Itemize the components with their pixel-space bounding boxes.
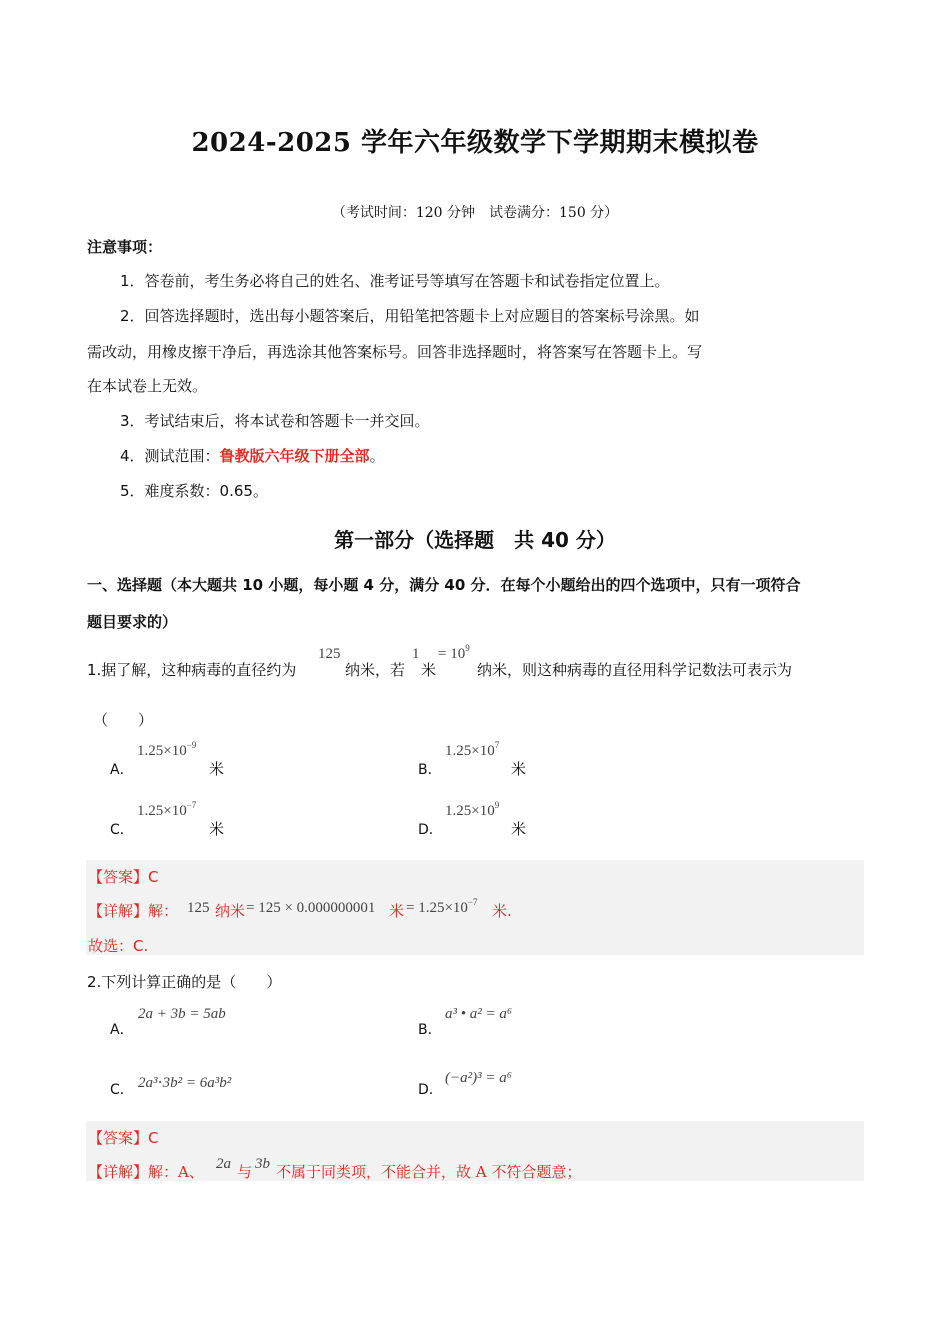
q2-detail-label: 【详解】 (88, 1163, 149, 1181)
q2-detail (88, 1161, 204, 1182)
q1-detail-label: 【详解】 (88, 902, 149, 920)
q1-option-b-label: B． (418, 762, 442, 778)
notice-item-4-prefix: 4．测试范围： (120, 447, 220, 465)
q1-stem-text-2: 纳米，若 (345, 661, 406, 679)
q2-option-b-label: B． (418, 1022, 442, 1038)
part-one-instructions-cont: 题目要求的） (87, 613, 178, 631)
q1-option-d-unit: 米 (511, 820, 527, 838)
q1-stem-text-4: 纳米，则这种病毒的直径用科学记数法可表示为 (477, 661, 793, 679)
q2-option-d-label: D． (418, 1082, 443, 1098)
q1-stem-text-3: 米 (421, 661, 437, 679)
q1-stem-text-1: 1.据了解，这种病毒的直径约为 (87, 661, 297, 679)
notice-heading: 注意事项： (87, 238, 163, 256)
q1-option-a-unit: 米 (209, 760, 225, 778)
notice-item-3: 3．考试结束后，将本试卷和答题卡一并交回。 (120, 412, 430, 430)
q1-option-b-expr: $1.25\times 10^7$ (445, 740, 500, 759)
notice-item-2: 2．回答选择题时，选出每小题答案后，用铅笔把答题卡上对应题目的答案标号涂黑。如 (120, 307, 700, 325)
q2-detail-math-1: 2a (216, 1156, 231, 1172)
q1-option-a-expr: $1.25\times 10^{-9}$ (137, 740, 197, 759)
q2-answer: 【答案】C (88, 1129, 159, 1147)
q1-detail-math-2: = 125 × 0.000000001 (246, 900, 376, 916)
part-one-instructions: 一、选择题（本大题共 10 小题，每小题 4 分，满分 40 分．在每个小题给出的四个选项中，只有一项符合 (87, 576, 801, 594)
q1-stem-math-3: = $10^9$ (438, 643, 470, 662)
exam-info: （考试时间：120 分钟 试卷满分：150 分） (331, 205, 619, 221)
q1-option-b-unit: 米 (511, 760, 527, 778)
notice-item-2-cont: 需改动，用橡皮擦干净后，再选涂其他答案标号。回答非选择题时，将答案写在答题卡上。写 (87, 343, 703, 361)
q2-detail-text-3: 不属于同类项，不能合并，故 A 不符合题意； (276, 1163, 582, 1181)
notice-item-4 (120, 445, 385, 466)
notice-item-2-end: 在本试卷上无效。 (87, 377, 208, 395)
notice-item-5: 5．难度系数：0.65。 (120, 482, 268, 500)
q1-answer: 【答案】C (88, 868, 159, 886)
q2-detail-math-2: 3b (255, 1156, 270, 1172)
q1-option-c-unit: 米 (209, 820, 225, 838)
q1-option-c-label: C． (110, 822, 134, 838)
notice-item-4-suffix: 。 (369, 447, 385, 465)
q2-detail-text-2: 与 (237, 1163, 253, 1181)
q1-detail-jie: 解： (148, 902, 179, 920)
q1-stem-math-2: 1 (412, 646, 420, 662)
q2-option-c-expr: 2a³⋅3b² = 6a³b² (138, 1075, 232, 1091)
q2-option-b-expr: a³ • a² = a⁶ (445, 1006, 513, 1022)
q1-detail-math-1: 125 (187, 900, 210, 916)
q1-detail-math-3: = $1.25\times 10^{-7}$ (406, 897, 478, 916)
q1-detail (88, 900, 178, 921)
q2-option-c-label: C． (110, 1082, 134, 1098)
q1-answer-paren: （ ） (93, 711, 154, 729)
test-range: 鲁教版六年级下册全部 (219, 447, 370, 465)
section-title: 第一部分（选择题 共 40 分） (334, 528, 616, 552)
q1-conclusion: 故选：C. (88, 937, 149, 955)
q1-detail-text-2: 米 (389, 902, 405, 920)
notice-item-1: 1．答卷前，考生务必将自己的姓名、准考证号等填写在答题卡和试卷指定位置上。 (120, 272, 670, 290)
q1-detail-text-3: 米. (492, 902, 512, 920)
q1-detail-text-1: 纳米 (215, 902, 246, 920)
q2-option-a-expr: 2a + 3b = 5ab (138, 1006, 226, 1022)
q2-option-d-expr: (−a²)³ = a⁶ (445, 1070, 512, 1086)
q2-detail-text-1: 解：A、 (148, 1163, 204, 1181)
q1-option-c-expr: $1.25\times 10^{-7}$ (137, 800, 197, 819)
page-title: 2024-2025 学年六年级数学下学期期末模拟卷 (191, 128, 759, 158)
q2-option-a-label: A． (110, 1022, 134, 1038)
q1-option-d-expr: $1.25\times 10^9$ (445, 800, 500, 819)
q2-stem: 2.下列计算正确的是（ ） (87, 973, 282, 991)
q1-stem-math-1: 125 (318, 646, 341, 662)
q1-option-d-label: D． (418, 822, 443, 838)
q1-option-a-label: A． (110, 762, 134, 778)
